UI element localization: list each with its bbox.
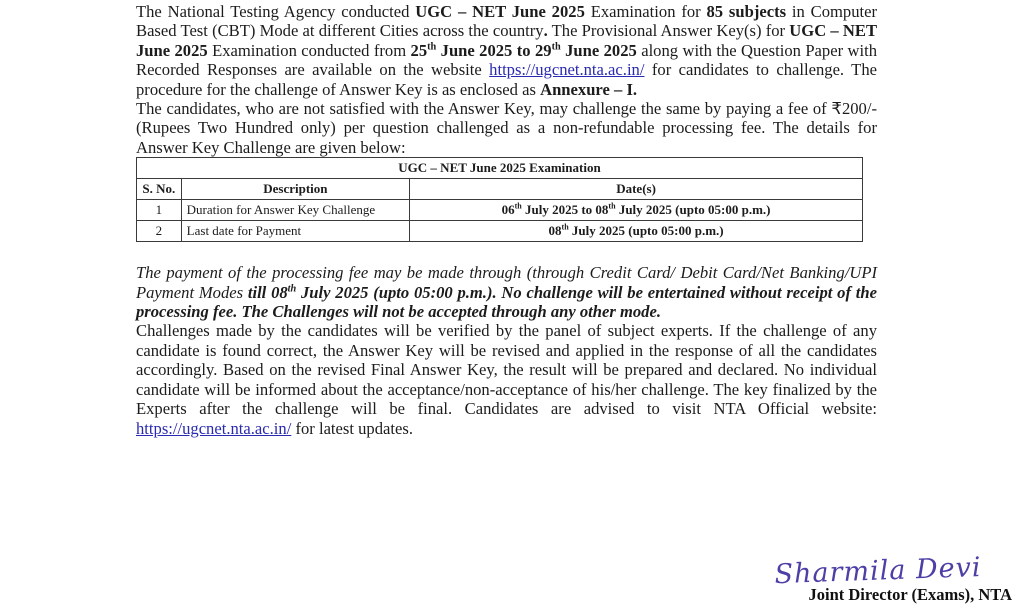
- paragraph-verification: [136, 321, 877, 437]
- text-segment: July 2025 (upto 05:00 p.m.): [296, 282, 493, 302]
- row2-dates: [410, 221, 863, 242]
- text-segment: along with the Question Paper with Recorded Responses are available on the website: [136, 40, 877, 80]
- text-segment: June 2025: [560, 40, 637, 60]
- signatory-title: Joint Director (Exams), NTA: [808, 585, 1012, 604]
- ugcnet-link[interactable]: https://ugcnet.nta.ac.in/: [489, 60, 645, 80]
- text-segment: for latest updates.: [291, 418, 413, 438]
- header-description: Description: [181, 179, 409, 200]
- superscript: [552, 41, 561, 52]
- superscript: [562, 223, 569, 232]
- text-segment: July 2025 (upto 05:00 p.m.): [568, 223, 724, 239]
- paragraph-payment-note: [136, 263, 877, 321]
- text-segment: Annexure – I.: [540, 79, 638, 99]
- text-segment: Challenges made by the candidates will be verified by the panel of subject experts. If the challenge of any candidate is found correct, the Answer Key will be revised and applied in the response of all the candidates accordingly. Based on the revised Final Answer Key, the result will be prepared and declared. No individual candidate will be informed about the acceptance/non-acceptance of his/her challenge. The key finalized by the Experts after the challenge will be final. Candidates are advised to visit NTA Official website:: [136, 321, 877, 419]
- text-segment: The payment of the processing fee may be made through (through Credit Card/ Debit Card/Net Banking/UPI Payment Modes: [136, 263, 877, 302]
- text-segment: th: [427, 41, 437, 53]
- table-title-row: [137, 158, 863, 179]
- superscript: [427, 41, 436, 52]
- header-dates: Date(s): [410, 179, 863, 200]
- text-segment: July 2025 to 08: [521, 202, 609, 218]
- row2-sno: 2: [137, 221, 182, 242]
- table-row: [137, 200, 863, 221]
- text-segment: th: [608, 201, 616, 211]
- superscript: [515, 202, 522, 211]
- text-segment: UGC – NET June 2025: [415, 2, 585, 21]
- paragraph-challenge-fee: [136, 99, 877, 157]
- table-header-row: [137, 179, 863, 200]
- paragraph-intro: [136, 2, 877, 99]
- row1-dates: [410, 200, 863, 221]
- text-segment: .: [492, 282, 502, 302]
- text-segment: No challenge will be entertained without receipt of the processing fee. The Challenges will not be accepted through any other mode.: [136, 282, 877, 322]
- text-segment: th: [287, 283, 297, 295]
- text-segment: 08: [271, 282, 288, 302]
- superscript: [288, 283, 297, 294]
- text-segment: Examination conducted from: [207, 40, 411, 60]
- text-segment: June 2025 to 29: [436, 40, 552, 60]
- text-segment: 85 subjects: [706, 2, 787, 21]
- notice-document: [136, 2, 877, 438]
- text-segment: The Provisional Answer Key(s) for: [547, 21, 790, 41]
- superscript: [608, 202, 615, 211]
- text-segment: 06: [501, 202, 515, 218]
- text-segment: 08: [548, 223, 562, 239]
- table-title: UGC – NET June 2025 Examination: [137, 158, 863, 179]
- text-segment: in Computer Based Test (CBT) Mode at different Cities across the country: [136, 2, 878, 41]
- text-segment: till: [247, 282, 272, 302]
- text-segment: .: [543, 21, 548, 41]
- text-segment: for candidates to challenge. The procedure for the challenge of Answer Key is as enclosed as: [136, 60, 877, 99]
- text-segment: th: [561, 222, 569, 232]
- text-segment: Examination for: [584, 2, 707, 21]
- answer-key-challenge-table: [136, 157, 863, 242]
- table-row: [137, 221, 863, 242]
- row2-description: Last date for Payment: [181, 221, 409, 242]
- text-segment: July 2025 (upto 05:00 p.m.): [615, 202, 771, 218]
- text-segment: The National Testing Agency conducted: [136, 2, 416, 21]
- row1-sno: 1: [137, 200, 182, 221]
- text-segment: 25: [410, 40, 428, 60]
- text-segment: th: [551, 41, 561, 53]
- row1-description: Duration for Answer Key Challenge: [181, 200, 409, 221]
- signature-block: [604, 552, 1024, 605]
- ugcnet-link[interactable]: https://ugcnet.nta.ac.in/: [136, 418, 292, 438]
- handwritten-signature: Sharmila Devi: [774, 552, 982, 591]
- header-sno: S. No.: [137, 179, 182, 200]
- text-segment: th: [514, 201, 522, 211]
- text-segment: The candidates, who are not satisfied with the Answer Key, may challenge the same by paying a fee of ₹200/- (Rupees Two Hundred only) per question challenged as a non-refundable processing fee. The details for Answer Key Challenge are given below:: [136, 99, 877, 157]
- text-segment: UGC – NET June 2025: [136, 21, 878, 60]
